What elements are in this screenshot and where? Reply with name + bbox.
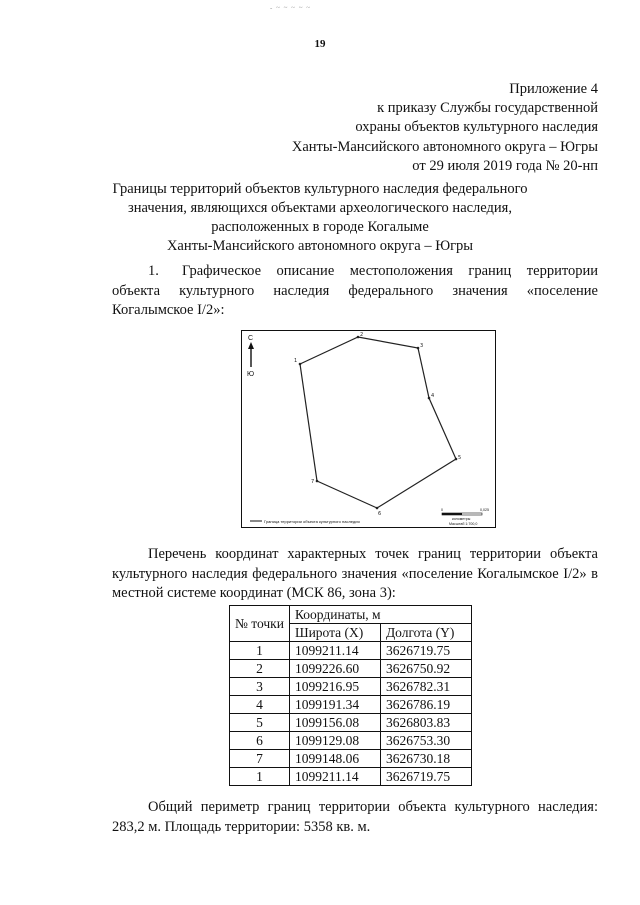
- col-coords-header: Координаты, м: [289, 606, 471, 624]
- section-1-paragraph: [112, 262, 598, 321]
- scan-artifact: - ~ ~ ~ ~ ~: [270, 4, 312, 12]
- document-title: [80, 180, 560, 256]
- y-cell: 3626719.75: [380, 642, 471, 660]
- boundary-map: [241, 330, 496, 528]
- table-row: [230, 696, 472, 714]
- title-line: Границы территорий объектов культурного наследия федерального: [112, 181, 528, 197]
- table-header-row: [230, 606, 472, 624]
- boundary-vertices: [294, 332, 461, 517]
- table-row: [230, 768, 472, 786]
- title-line: расположенных в городе Когалыме: [211, 219, 429, 235]
- scale-end: 0,025: [480, 508, 489, 512]
- y-cell: 3626753.30: [380, 732, 471, 750]
- point-cell: 6: [230, 732, 290, 750]
- svg-text:4: 4: [431, 393, 435, 399]
- x-cell: 1099211.14: [289, 768, 380, 786]
- y-cell: 3626786.19: [380, 696, 471, 714]
- x-cell: 1099129.08: [289, 732, 380, 750]
- appendix-line: Приложение 4: [509, 81, 598, 97]
- x-cell: 1099156.08: [289, 714, 380, 732]
- col-lat-header: Широта (X): [289, 624, 380, 642]
- svg-text:6: 6: [378, 511, 382, 517]
- y-cell: 3626719.75: [380, 768, 471, 786]
- point-cell: 3: [230, 678, 290, 696]
- y-cell: 3626782.31: [380, 678, 471, 696]
- table-row: [230, 660, 472, 678]
- page-number: 19: [314, 38, 326, 50]
- north-label: С: [248, 335, 254, 342]
- legend-label: Граница территории объекта культурного наследия: [264, 519, 360, 524]
- section-text: Графическое описание местоположения границ территории объекта культурного наследия федерального значения «поселение Когалымское I/2»:: [112, 263, 598, 318]
- table-row: [230, 678, 472, 696]
- table-row: [230, 714, 472, 732]
- point-cell: 7: [230, 750, 290, 768]
- scale-ratio: Масштаб 1:700,0: [449, 522, 478, 526]
- x-cell: 1099148.06: [289, 750, 380, 768]
- y-cell: 3626730.18: [380, 750, 471, 768]
- section-number: 1.: [148, 263, 159, 279]
- col-point-header: № точки: [230, 606, 290, 642]
- y-cell: 3626803.83: [380, 714, 471, 732]
- x-cell: 1099211.14: [289, 642, 380, 660]
- coordinates-table: [229, 605, 472, 786]
- x-cell: 1099216.95: [289, 678, 380, 696]
- point-cell: 1: [230, 768, 290, 786]
- y-cell: 3626750.92: [380, 660, 471, 678]
- x-cell: 1099191.34: [289, 696, 380, 714]
- svg-text:5: 5: [458, 455, 462, 461]
- appendix-line: Ханты-Мансийского автономного округа – Югры: [291, 138, 598, 155]
- title-line: значения, являющихся объектами археологического наследия,: [128, 200, 512, 216]
- col-lon-header: Долгота (Y): [380, 624, 471, 642]
- point-cell: 2: [230, 660, 290, 678]
- scale-bar: [441, 508, 489, 526]
- summary-paragraph: Общий периметр границ территории объекта культурного наследия: 283,2 м. Площадь территории: 5358 кв. м.: [112, 799, 598, 835]
- table-row: [230, 642, 472, 660]
- table-row: [230, 750, 472, 768]
- point-cell: 4: [230, 696, 290, 714]
- section-2-paragraph: Перечень координат характерных точек границ территории объекта культурного наследия федерального значения «поселение Когалымское I/2» в местной системе координат (МСК 86, зона 3):: [112, 546, 598, 601]
- title-line: Ханты-Мансийского автономного округа – Югры: [166, 238, 474, 254]
- territory-boundary: [300, 337, 456, 508]
- appendix-line: от 29 июля 2019 года № 20-нп: [412, 157, 598, 174]
- north-arrow-icon: [247, 335, 254, 378]
- svg-text:1: 1: [294, 358, 298, 364]
- svg-text:7: 7: [311, 479, 315, 485]
- appendix-line: охраны объектов культурного наследия: [355, 119, 598, 136]
- point-cell: 5: [230, 714, 290, 732]
- scale-unit: километры: [452, 517, 471, 521]
- table-row: [230, 732, 472, 750]
- x-cell: 1099226.60: [289, 660, 380, 678]
- map-legend: [250, 519, 360, 524]
- south-label: Ю: [247, 371, 255, 378]
- appendix-line: к приказу Службы государственной: [377, 100, 598, 117]
- scale-zero: 0: [441, 508, 443, 512]
- point-cell: 1: [230, 642, 290, 660]
- svg-text:2: 2: [360, 332, 364, 338]
- appendix-header: [292, 80, 598, 176]
- svg-text:3: 3: [420, 343, 424, 349]
